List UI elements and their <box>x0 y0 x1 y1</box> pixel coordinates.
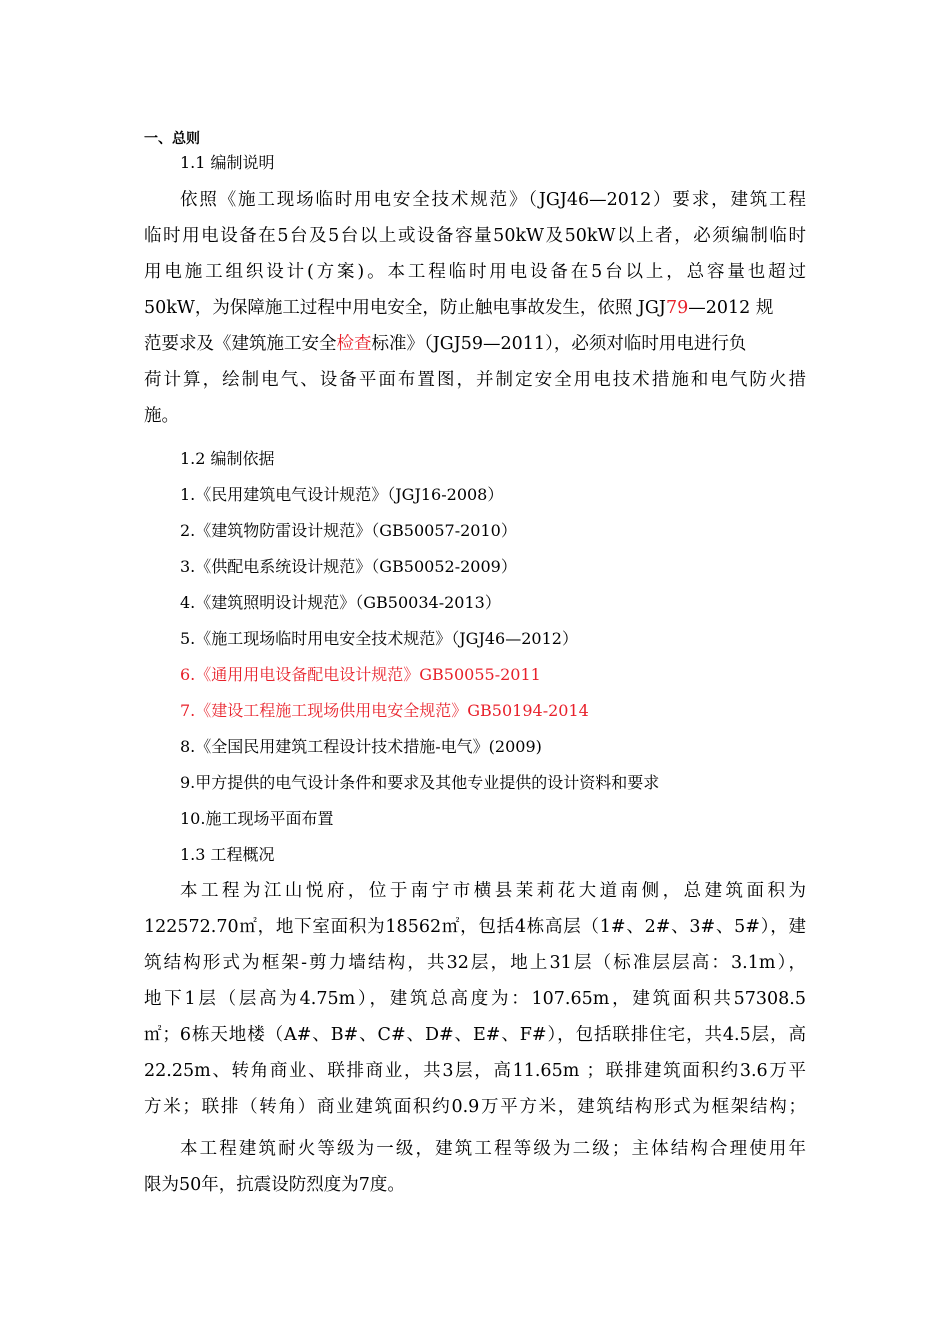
paragraph-line: 荷计算，绘制电气、设备平面布置图，并制定安全用电技术措施和电气防火措 <box>144 370 806 390</box>
reference-item: 8.《全国民用建筑工程设计技术措施-电气》(2009) <box>180 737 542 756</box>
paragraph-text: 范要求及《建筑施工安全 <box>144 334 337 354</box>
paragraph-text: —2012 规 <box>688 298 774 318</box>
paragraph-line: ㎡；6栋天地楼（A#、B#、C#、D#、E#、F#），包括联排住宅，共4.5层，高 <box>144 1025 806 1045</box>
reference-item: 5.《施工现场临时用电安全技术规范》（JGJ46—2012） <box>180 629 578 648</box>
subsection-title-1-2: 1.2 编制依据 <box>180 449 275 468</box>
reference-item: 1.《民用建筑电气设计规范》（JGJ16-2008） <box>180 485 504 504</box>
paragraph-line: 22.25m、转角商业、联排商业，共3层，高11.65m ；联排建筑面积约3.6万平 <box>144 1061 806 1081</box>
paragraph-text: 标准》（JGJ59—2011），必须对临时用电进行负 <box>371 334 747 354</box>
section-heading: 一、总则 <box>144 131 200 147</box>
paragraph-line: 筑结构形式为框架-剪力墙结构，共32层，地上31层（标准层层高：3.1m）， <box>144 953 806 973</box>
paragraph-line: 依照《施工现场临时用电安全技术规范》（JGJ46—2012）要求，建筑工程 <box>180 190 806 210</box>
paragraph-line: 本工程建筑耐火等级为一级，建筑工程等级为二级；主体结构合理使用年 <box>180 1139 806 1159</box>
paragraph-line: 施。 <box>144 406 179 426</box>
paragraph-text: 50kW，为保障施工过程中用电安全，防止触电事故发生，依照 JGJ <box>144 298 666 318</box>
paragraph-line: 临时用电设备在5台及5台以上或设备容量50kW及50kW以上者，必须编制临时 <box>144 226 806 246</box>
paragraph-line: 用电施工组织设计(方案)。本工程临时用电设备在5台以上，总容量也超过 <box>144 262 806 282</box>
paragraph-line: 限为50年，抗震设防烈度为7度。 <box>144 1175 405 1195</box>
paragraph-line: 本工程为江山悦府，位于南宁市横县茉莉花大道南侧，总建筑面积为 <box>180 881 806 901</box>
reference-item-highlighted: 6.《通用用电设备配电设计规范》GB50055-2011 <box>180 665 541 684</box>
paragraph-line: 122572.70㎡，地下室面积为18562㎡，包括4栋高层（1#、2#、3#、5#），建 <box>144 917 806 937</box>
paragraph-line <box>144 332 746 356</box>
subsection-title-1-1: 1.1 编制说明 <box>180 153 275 172</box>
reference-item: 4.《建筑照明设计规范》（GB50034-2013） <box>180 593 501 612</box>
paragraph-line: 地下1层（层高为4.75m），建筑总高度为：107.65m，建筑面积共57308.5 <box>144 989 806 1009</box>
subsection-title-1-3: 1.3 工程概况 <box>180 845 275 864</box>
reference-item: 2.《建筑物防雷设计规范》（GB50057-2010） <box>180 521 517 540</box>
reference-item-highlighted: 7.《建设工程施工现场供用电安全规范》GB50194-2014 <box>180 701 589 720</box>
reference-item: 10.施工现场平面布置 <box>180 809 334 828</box>
highlighted-text: 检查 <box>336 334 372 354</box>
paragraph-line <box>144 296 806 320</box>
reference-item: 9.甲方提供的电气设计条件和要求及其他专业提供的设计资料和要求 <box>180 773 660 792</box>
highlighted-text: 79 <box>665 298 689 318</box>
paragraph-line: 方米；联排（转角）商业建筑面积约0.9万平方米，建筑结构形式为框架结构； <box>144 1097 806 1117</box>
reference-item: 3.《供配电系统设计规范》（GB50052-2009） <box>180 557 517 576</box>
